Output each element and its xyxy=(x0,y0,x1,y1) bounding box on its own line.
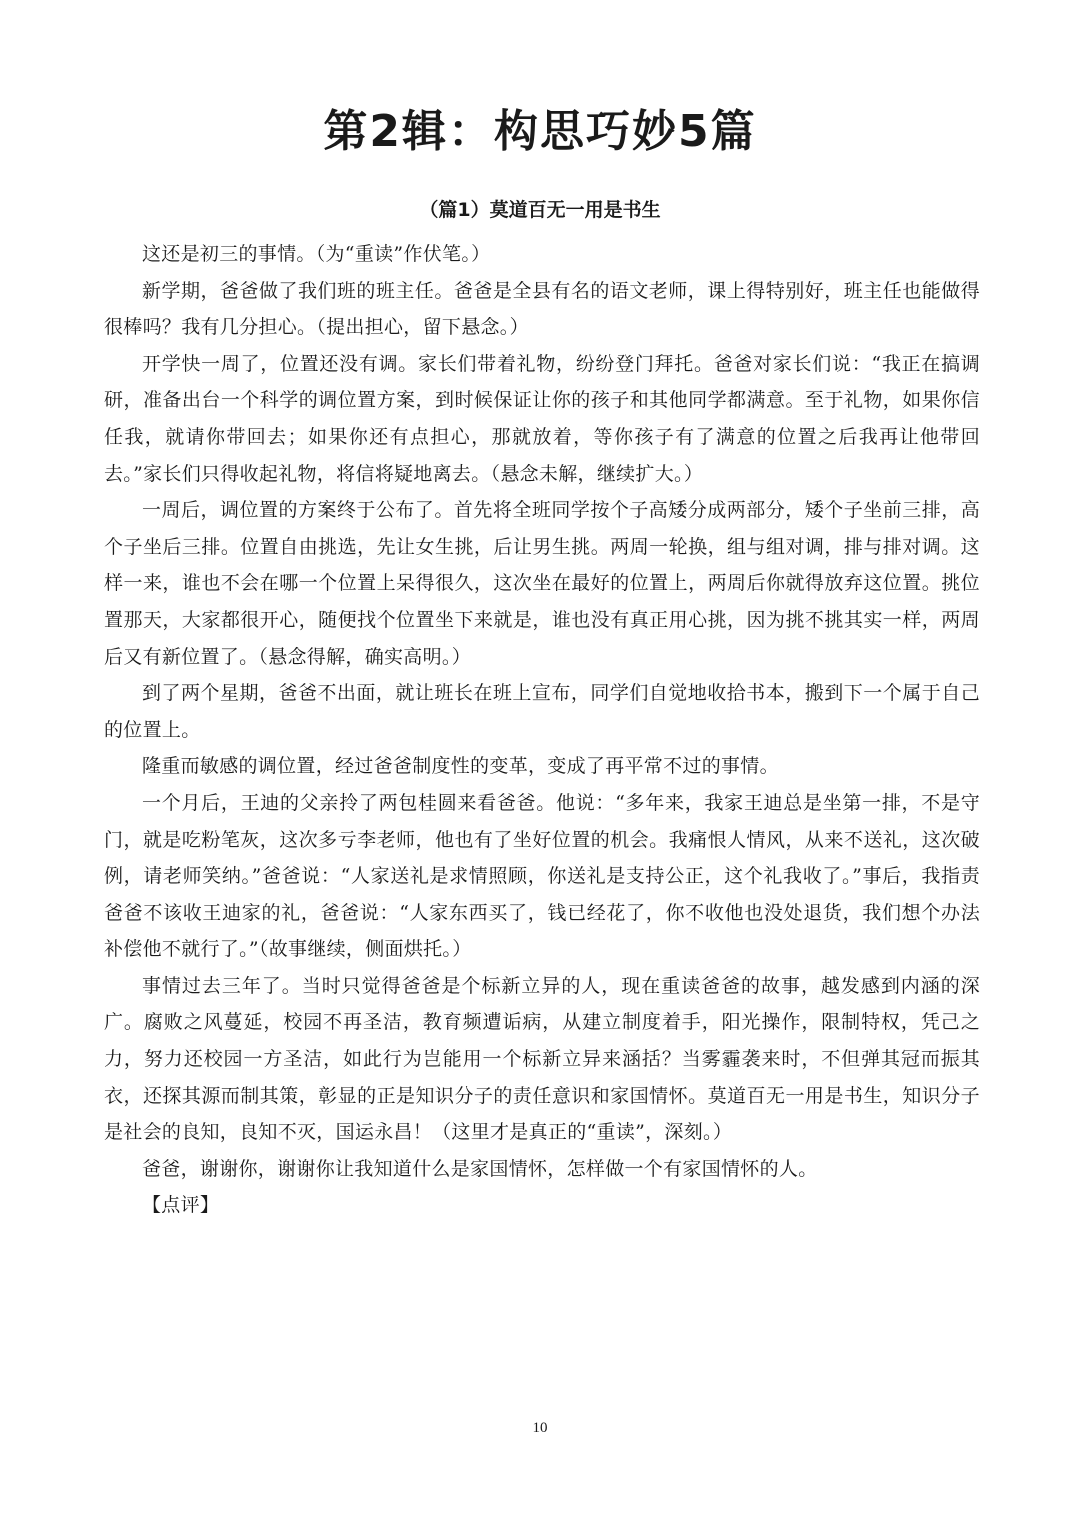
paragraph: 隆重而敏感的调位置，经过爸爸制度性的变革，变成了再平常不过的事情。 xyxy=(142,755,779,778)
essay-body xyxy=(104,236,980,1224)
review-heading: 【点评】 xyxy=(142,1194,220,1217)
paragraph: 这还是初三的事情。（为“重读”作伏笔。） xyxy=(142,243,491,265)
essay-title: （篇1）莫道百无一用是书生 xyxy=(419,199,661,221)
paragraph: 一周后，调位置的方案终于公布了。首先将全班同学按个子高矮分成两部分，矮个子坐前三排，高个子坐后三排。位置自由挑选，先让女生挑，后让男生挑。两周一轮换，组与组对调，排与排对调。这样一来，谁也不会在哪一个位置上呆得很久，这次坐在最好的位置上，两周后你就得放弃这位置。挑位置那天，大家都很开心，随便找个位置坐下来就是，谁也没有真正用心挑，因为挑不挑其实一样，两周后又有新位置了。（悬念得解，确实高明。） xyxy=(104,499,980,668)
page-title: 第2辑：构思巧妙5篇 xyxy=(323,106,757,157)
paragraph: 开学快一周了，位置还没有调。家长们带着礼物，纷纷登门拜托。爸爸对家长们说：“我正在搞调研，准备出台一个科学的调位置方案，到时候保证让你的孩子和其他同学都满意。至于礼物，如果你信任我，就请你带回去；如果你还有点担心，那就放着，等你孩子有了满意的位置之后我再让他带回去。”家长们只得收起礼物，将信将疑地离去。（悬念未解，继续扩大。） xyxy=(104,352,980,485)
page-number: 10 xyxy=(532,1420,548,1436)
paragraph: 到了两个星期，爸爸不出面，就让班长在班上宣布，同学们自觉地收拾书本，搬到下一个属于自己的位置上。 xyxy=(104,682,980,741)
paragraph: 新学期，爸爸做了我们班的班主任。爸爸是全县有名的语文老师，课上得特别好，班主任也能做得很棒吗？我有几分担心。（提出担心，留下悬念。） xyxy=(104,279,980,339)
paragraph: 事情过去三年了。当时只觉得爸爸是个标新立异的人，现在重读爸爸的故事，越发感到内涵的深广。腐败之风蔓延，校园不再圣洁，教育频遭诟病，从建立制度着手，阳光操作，限制特权，凭己之力，努力还校园一方圣洁，如此行为岂能用一个标新立异来涵括？当雾霾袭来时，不但弹其冠而振其衣，还探其源而制其策，彰显的正是知识分子的责任意识和家国情怀。莫道百无一用是书生，知识分子是社会的良知，良知不灭，国运永昌！（这里才是真正的“重读”，深刻。） xyxy=(104,974,980,1144)
paragraph: 一个月后，王迪的父亲拎了两包桂圆来看爸爸。他说：“多年来，我家王迪总是坐第一排，不是守门，就是吃粉笔灰，这次多亏李老师，他也有了坐好位置的机会。我痛恨人情风，从来不送礼，这次破例，请老师笑纳。”爸爸说：“人家送礼是求情照顾，你送礼是支持公正，这个礼我收了。”事后，我指责爸爸不该收王迪家的礼，爸爸说：“人家东西买了，钱已经花了，你不收他也没处退货，我们想个办法补偿他不就行了。”（故事继续，侧面烘托。） xyxy=(104,791,980,961)
paragraph: 爸爸，谢谢你，谢谢你让我知道什么是家国情怀，怎样做一个有家国情怀的人。 xyxy=(142,1157,818,1180)
